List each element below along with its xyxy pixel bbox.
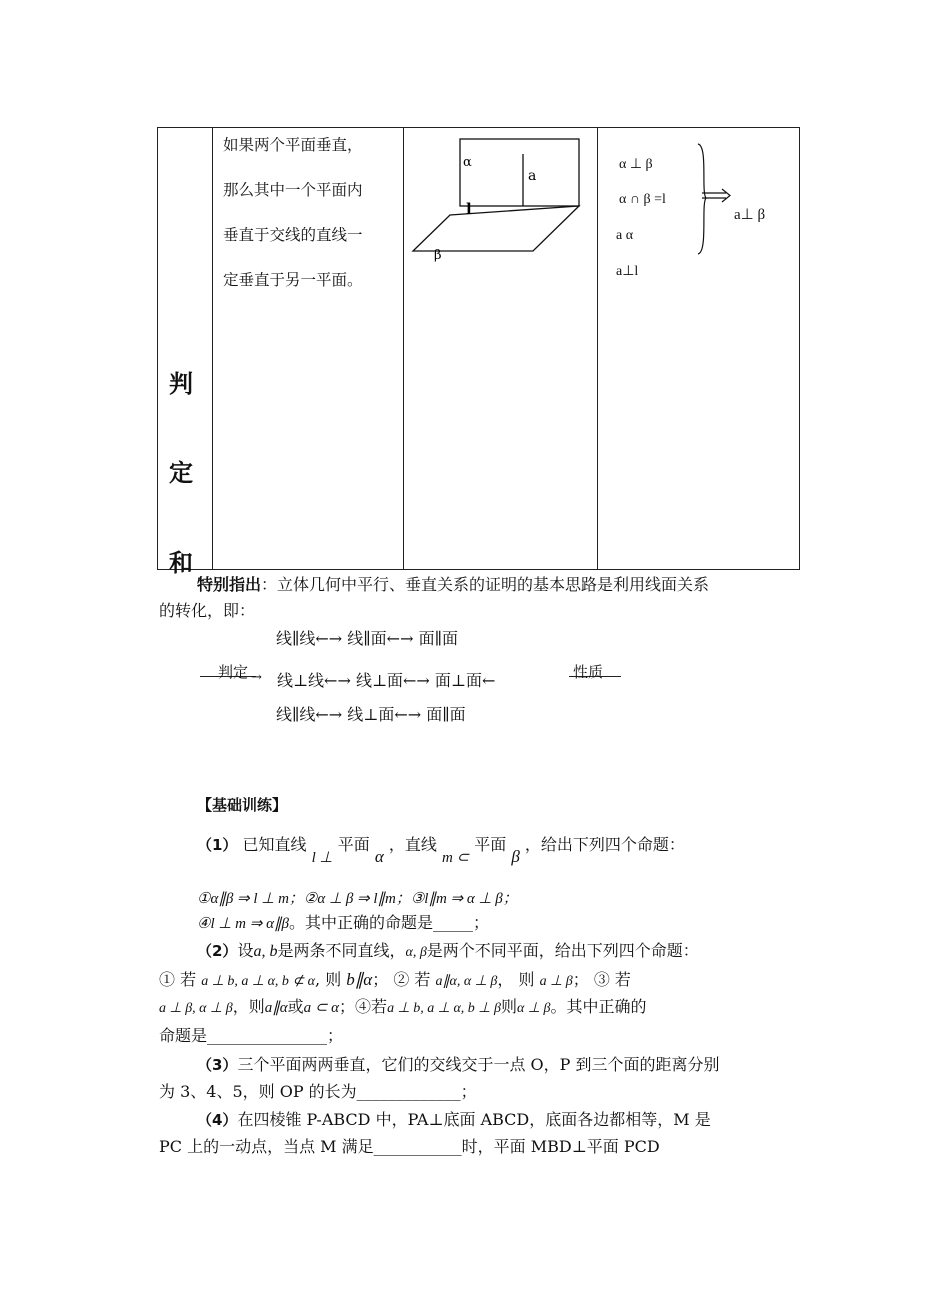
q1-text: 已知直线 (242, 835, 307, 854)
q1-text: 平面 (474, 835, 507, 854)
plane-beta (413, 206, 579, 251)
q1-options-line-2 (197, 912, 489, 934)
property-label: 性质 (573, 663, 604, 681)
question-number: （1） (197, 836, 238, 854)
q2-text: 则 (500, 997, 517, 1016)
q2-text: 或 (287, 997, 304, 1016)
implies-arrow-icon (702, 188, 734, 204)
condition-line: a⊥l (616, 264, 639, 279)
math-result: a ⊂ α (303, 1000, 340, 1016)
q2-text: ； ② 若 (372, 970, 431, 989)
note-line-2: 的转化，即： (159, 601, 256, 620)
perpendicular-planes-figure (404, 128, 597, 288)
section-title: 【基础训练】 (197, 796, 288, 814)
q4-text: 在四棱锥 P-ABCD 中，PA⊥底面 ABCD，底面各边都相等，M 是 (237, 1110, 711, 1129)
note-text: ：立体几何中平行、垂直关系的证明的基本思路是利用线面关系 (261, 575, 710, 594)
condition-line: a α (616, 228, 634, 243)
math-condition: a∥α, α ⊥ β (435, 974, 498, 989)
question-number: （4） (197, 1111, 238, 1129)
question-2-line-4: 命题是_______________； (159, 1026, 344, 1045)
q1-option-4: ④l ⊥ m ⇒ α∥β (197, 916, 289, 932)
condition-line: α ∩ β =l (619, 192, 666, 207)
theorem-statement (223, 129, 408, 296)
relation-row-parallel: 线∥线←→ 线∥面←→ 面∥面 (276, 629, 458, 648)
theorem-line: 定垂直于另一平面。 (223, 271, 363, 289)
q2-text: ， 则 (497, 970, 535, 989)
question-3-line-2: 为 3、4、5，则 OP 的长为_____________； (159, 1082, 477, 1101)
math-l: l ⊥ (311, 850, 333, 866)
question-4-line-1 (197, 1109, 711, 1131)
question-1 (197, 834, 797, 874)
q1-text: 平面 (337, 835, 370, 854)
theorem-line: 垂直于交线的直线一 (223, 226, 363, 244)
q2-text: ； ③ 若 (572, 970, 631, 989)
q2-text: ；④若 (339, 997, 388, 1016)
relation-chain: 线⊥线←→ 线⊥面←→ 面⊥面← (277, 671, 496, 690)
theorem-line: 那么其中一个平面内 (223, 181, 363, 199)
math-result: b∥α (346, 970, 373, 989)
judgement-label: 判定 (218, 663, 249, 681)
question-2-line-1 (197, 940, 699, 964)
category-char: 定 (169, 459, 193, 487)
math-alpha-beta: α, β (405, 945, 427, 960)
a-label: a (528, 168, 537, 184)
question-number: （2） (197, 942, 238, 960)
q2-text: ① 若 (159, 970, 197, 989)
math-result: α ⊥ β (517, 1001, 551, 1016)
question-4-line-2: PC 上的一动点，当点 M 满足___________时，平面 MBD⊥平面 PCD (159, 1137, 660, 1156)
l-label: l (466, 200, 472, 218)
math-condition: a ⊥ β, α ⊥ β (159, 1001, 233, 1016)
plane-alpha (460, 139, 579, 206)
arrow-head: → (251, 670, 262, 685)
math-m: m ⊂ (441, 850, 470, 866)
q1-text: ，直线 (388, 835, 437, 854)
question-3-line-1 (197, 1054, 720, 1076)
note-label: 特别指出 (197, 575, 262, 594)
q1-answer-blank: 。其中正确的命题是_____； (288, 913, 489, 932)
alpha-label: α (463, 155, 472, 170)
q2-text: ，则 (232, 997, 265, 1016)
question-number: （3） (197, 1056, 238, 1074)
math-ab: a, b (253, 943, 278, 960)
q1-options-line-1: ①α∥β ⇒ l ⊥ m；②α ⊥ β ⇒ l∥m；③l∥m ⇒ α ⊥ β； (197, 891, 518, 907)
math-condition: a ⊥ b, a ⊥ α, b ⊄ α (201, 974, 316, 989)
q2-text: 设 (237, 941, 254, 960)
math-result: a ⊥ β (539, 974, 573, 989)
q2-text: , 则 (315, 970, 342, 989)
math-result: a∥α (264, 1000, 288, 1016)
note-line-1 (197, 574, 709, 596)
q1-text: ，给出下列四个命题： (524, 835, 685, 854)
q2-text: 。其中正确的 (550, 997, 647, 1016)
q3-text: 三个平面两两垂直，它们的交线交于一点 O，P 到三个面的距离分别 (237, 1055, 720, 1074)
condition-line: α ⊥ β (619, 157, 653, 172)
math-alpha: α (374, 847, 384, 866)
question-2-line-3 (159, 996, 647, 1020)
math-beta: β (511, 847, 520, 866)
category-char: 判 (169, 370, 193, 398)
relation-row-mixed: 线∥线←→ 线⊥面←→ 面∥面 (276, 705, 466, 724)
relation-row-perpendicular (200, 662, 630, 692)
column-divider (212, 128, 213, 569)
category-char: 和 (169, 549, 193, 577)
conclusion: a⊥ β (734, 207, 766, 223)
column-divider (597, 128, 598, 569)
q2-text: 是两条不同直线， (277, 941, 406, 960)
theorem-line: 如果两个平面垂直， (223, 136, 363, 154)
theorem-table (157, 127, 800, 577)
q2-text: 是两个不同平面，给出下列四个命题： (426, 941, 699, 960)
beta-label: β (434, 248, 442, 263)
question-2-line-2 (159, 969, 631, 993)
math-condition: a ⊥ b, a ⊥ α, b ⊥ β (387, 1001, 501, 1016)
